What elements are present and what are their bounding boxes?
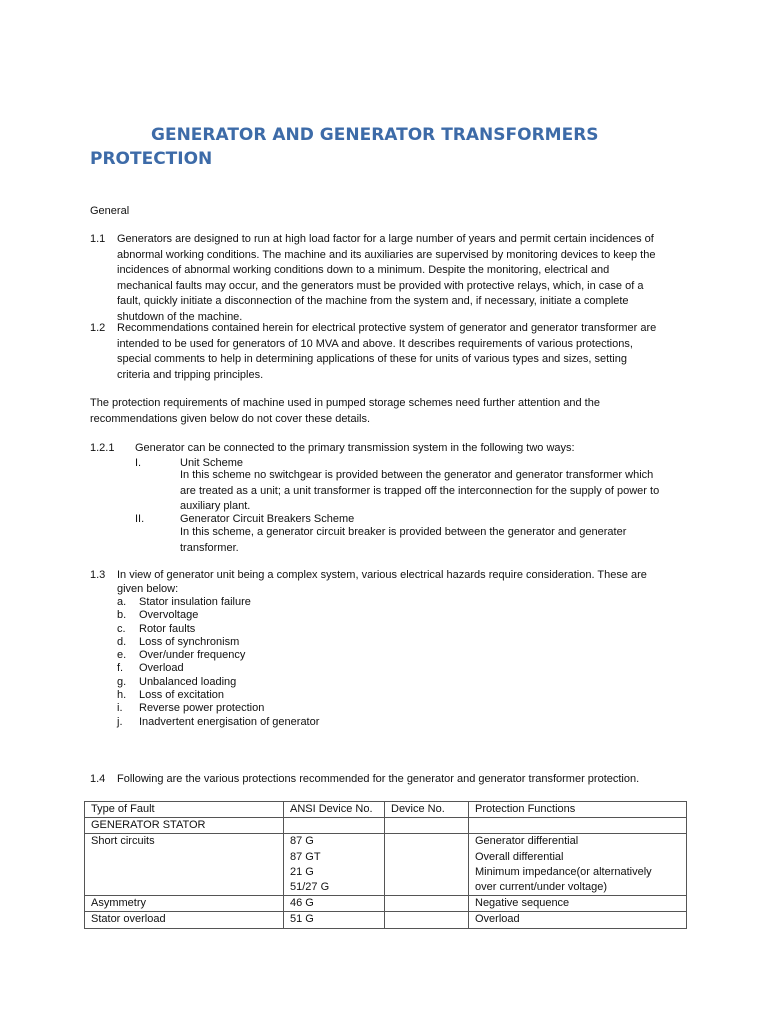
scheme-1-numeral: I. — [135, 457, 142, 469]
table-row — [85, 912, 687, 928]
list-item-text: Loss of excitation — [139, 689, 224, 702]
protection-function: over current/under voltage) — [475, 881, 608, 894]
list-item-text: Stator insulation failure — [139, 596, 251, 608]
table-cell-functions: Negative sequence — [469, 896, 687, 912]
table-header-cell: ANSI Device No. — [284, 802, 385, 818]
list-item-text: Overload — [139, 662, 184, 675]
table-section-row — [85, 818, 687, 834]
list-item-text: Overvoltage — [139, 609, 199, 622]
table-cell — [385, 818, 469, 834]
section-1-3-line: given below: — [117, 583, 179, 595]
scheme-2-numeral: II. — [135, 513, 145, 525]
table-cell-ansi: 46 G — [284, 896, 385, 912]
section-number-1-3: 1.3 — [90, 569, 106, 581]
list-item-key: h. — [117, 689, 127, 702]
table-header-row — [85, 802, 687, 818]
section-1-1-line: mechanical faults may occur, and the generators must be provided with protective relays, which, in case of a — [117, 279, 644, 292]
list-item-text: Over/under frequency — [139, 649, 246, 662]
pumped-storage-paragraph — [90, 396, 600, 427]
list-item-key: e. — [117, 649, 127, 662]
table-header-cell: Protection Functions — [469, 802, 687, 818]
ansi-number: 51/27 G — [290, 881, 330, 894]
table-cell-functions — [469, 834, 687, 896]
table-cell-ansi: 51 G — [284, 912, 385, 928]
list-item-key: i. — [117, 702, 123, 715]
list-item-key: f. — [117, 662, 124, 675]
list-item-key: j. — [117, 715, 123, 728]
section-1-2-line: Recommendations contained herein for electrical protective system of generator and generator transformer are — [117, 322, 657, 334]
table-cell-device — [385, 912, 469, 928]
table-cell-fault: Short circuits — [85, 834, 284, 896]
list-item-key: g. — [117, 675, 127, 688]
section-number-1-1: 1.1 — [90, 233, 106, 245]
section-1-2-line: intended to be used for generators of 10 MVA and above. It describes requirements of various protections, — [117, 337, 633, 350]
pumped-storage-line: recommendations given below do not cover these details. — [90, 412, 371, 425]
pumped-storage-line: The protection requirements of machine used in pumped storage schemes need further attention and the — [90, 397, 600, 409]
section-1-3-text — [117, 568, 647, 596]
scheme-1-line: auxiliary plant. — [180, 500, 251, 512]
general-heading: General — [90, 205, 130, 217]
scheme-2-description — [180, 525, 626, 556]
protection-function: Minimum impedance(or alternatively — [475, 865, 652, 878]
scheme-2-line: In this scheme, a generator circuit breaker is provided between the generator and generater — [180, 526, 627, 538]
scheme-2-line: transformer. — [180, 541, 239, 554]
section-number-1-2-1: 1.2.1 — [90, 442, 115, 454]
table-cell-fault: Asymmetry — [85, 896, 284, 912]
table-cell-device — [385, 834, 469, 896]
table-header-cell: Device No. — [385, 802, 469, 818]
table-cell-ansi — [284, 834, 385, 896]
protection-function: Generator differential — [475, 835, 579, 848]
title-line-1: GENERATOR AND GENERATOR TRANSFORMERS — [151, 125, 599, 145]
document-title — [90, 123, 690, 171]
section-1-2-line: criteria and tripping principles. — [117, 368, 264, 381]
section-number-1-2: 1.2 — [90, 322, 106, 334]
section-1-1-line: fault, quickly initiate a disconnection of the machine from the system and, if necessary, initiate a complete — [117, 295, 629, 307]
section-1-3-line: In view of generator unit being a complex system, various electrical hazards require consideration. These are — [117, 569, 647, 581]
list-item-key: b. — [117, 609, 127, 622]
section-1-2-text — [117, 321, 656, 383]
scheme-2-title: Generator Circuit Breakers Scheme — [180, 513, 355, 525]
ansi-number: 87 G — [290, 835, 314, 848]
section-1-1-line: shutdown of the machine. — [117, 310, 243, 323]
table-cell-device — [385, 896, 469, 912]
protection-table — [84, 801, 687, 929]
list-item-text: Inadvertent energisation of generator — [139, 715, 320, 728]
list-item-text: Unbalanced loading — [139, 675, 237, 688]
section-1-2-1-intro: Generator can be connected to the primary transmission system in the following two ways: — [135, 442, 575, 454]
list-item-text: Rotor faults — [139, 622, 196, 635]
ansi-number: 87 GT — [290, 850, 321, 863]
table-header-cell: Type of Fault — [85, 802, 284, 818]
table-row — [85, 834, 687, 896]
scheme-1-line: In this scheme no switchgear is provided between the generator and generator transformer which — [180, 469, 654, 481]
section-1-1-line: abnormal working conditions. The machine and its auxiliaries are supervised by monitoring devices to keep the — [117, 248, 656, 261]
table-cell — [469, 818, 687, 834]
table-section-label: GENERATOR STATOR — [85, 818, 284, 834]
section-1-1-line: incidences of abnormal working conditions down to a minimum. Despite the monitoring, electrical and — [117, 264, 610, 276]
list-item-key: c. — [117, 622, 126, 635]
protection-function: Overall differential — [475, 850, 564, 863]
table-row — [85, 896, 687, 912]
ansi-number: 21 G — [290, 865, 314, 878]
section-1-4-text: Following are the various protections recommended for the generator and generator transformer protection. — [117, 773, 640, 785]
scheme-1-title: Unit Scheme — [180, 457, 243, 469]
section-1-1-text — [117, 232, 655, 325]
list-item-text: Loss of synchronism — [139, 635, 240, 648]
scheme-1-line: are treated as a unit; a unit transformer is trapped off the interconnection for the supply of power to — [180, 484, 660, 497]
section-number-1-4: 1.4 — [90, 773, 106, 785]
table-cell — [284, 818, 385, 834]
title-line-2: PROTECTION — [90, 149, 213, 169]
list-item-key: d. — [117, 635, 127, 648]
section-1-2-line: special comments to help in determining applications of these for units of various types and sizes, setting — [117, 353, 627, 365]
scheme-1-description — [180, 468, 659, 515]
list-item-text: Reverse power protection — [139, 702, 265, 715]
section-1-1-line: Generators are designed to run at high load factor for a large number of years and permit certain incidences of — [117, 233, 654, 245]
list-item-key: a. — [117, 596, 127, 608]
table-cell-functions: Overload — [469, 912, 687, 928]
table-cell-fault: Stator overload — [85, 912, 284, 928]
